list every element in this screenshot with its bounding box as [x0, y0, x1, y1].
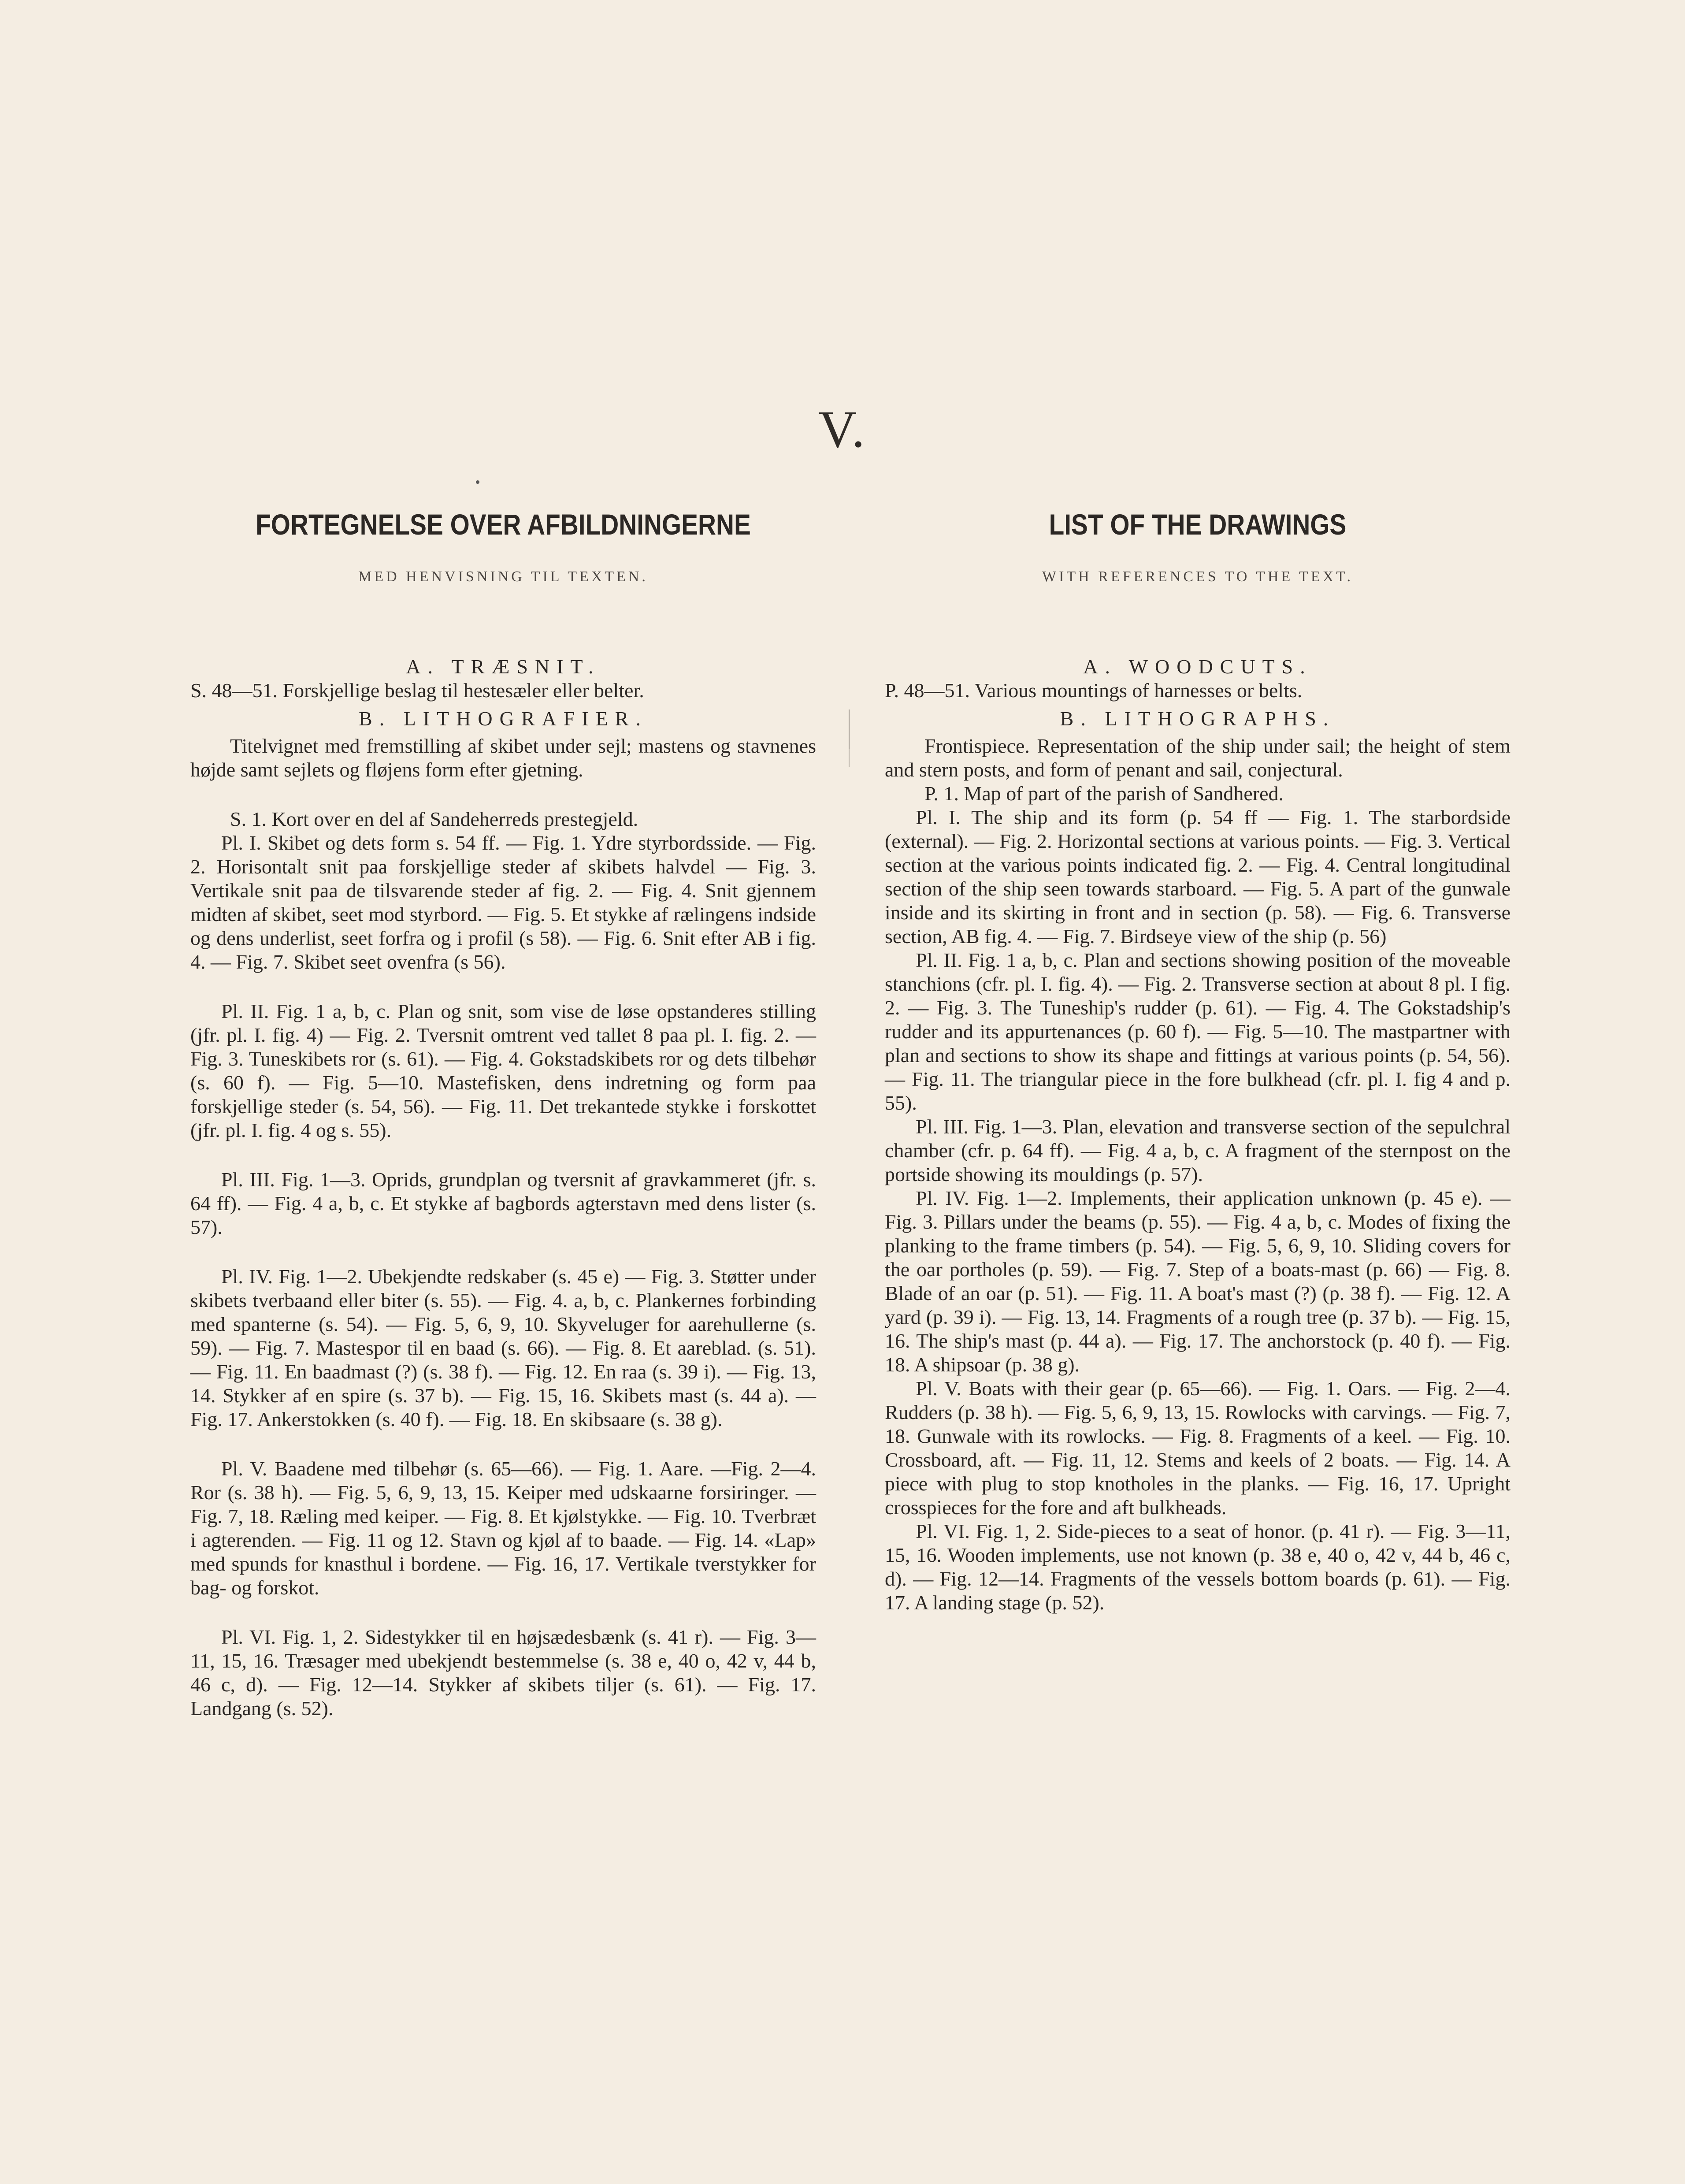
column-divider-faint	[849, 749, 850, 767]
right-title: LIST OF THE DRAWINGS	[1049, 508, 1347, 541]
right-plate-4: Pl. IV. Fig. 1—2. Implements, their application unknown (p. 45 e). — Fig. 3. Pillars under the beams (p. 55). — Fig. 4 a, b, c. Modes of fixing the planking to the frame timbers (p. 54). — Fig. 5, 6, 9, 10. Sliding covers for the oar portholes (p. 59). — Fig. 7. Step of a boats-mast (p. 66) — Fig. 8. Blade of an oar (p. 51). — Fig. 11. A boat's mast (?) (p. 38 f). — Fig. 12. A yard (p. 39 i). — Fig. 13, 14. Fragments of a rough tree (p. 37 b). — Fig. 15, 16. The ship's mast (p. 44 a). — Fig. 17. The anchorstock (p. 40 f). — Fig. 18. A shipsoar (p. 38 g).	[885, 1187, 1511, 1376]
right-section-a: A. WOODCUTS.	[1083, 655, 1312, 678]
right-a-entry: P. 48—51. Various mountings of harnesses or belts.	[885, 679, 1303, 702]
ink-dot	[476, 480, 479, 484]
page-numeral: V.	[818, 400, 867, 458]
left-subtitle: MED HENVISNING TIL TEXTEN.	[358, 568, 648, 585]
right-plate-6: Pl. VI. Fig. 1, 2. Side-pieces to a seat of honor. (p. 41 r). — Fig. 3—11, 15, 16. Wooden implements, use not known (p. 38 e, 40 o, 42 v, 44 b, 46 c, d). — Fig. 12—14. Fragments of the vessels bottom boards (p. 61). — Fig. 17. A landing stage (p. 52).	[885, 1520, 1511, 1614]
right-frontispiece: Frontispiece. Representation of the ship under sail; the height of stem and stern posts, and form of penant and sail, conjectural.	[885, 735, 1511, 781]
right-plate-1: Pl. I. The ship and its form (p. 54 ff — Fig. 1. The starbordside (external). — Fig. 2. Horizontal sections at various points. — Fig. 3. Vertical section at the various points indicated fig. 2. — Fig. 4. Central longitudinal section of the ship seen towards starboard. — Fig. 5. A part of the gunwale inside and its skirting in front and in section (p. 58). — Fig. 6. Transverse section, AB fig. 4. — Fig. 7. Birdseye view of the ship (p. 56)	[885, 806, 1511, 947]
right-subtitle: WITH REFERENCES TO THE TEXT.	[1042, 568, 1353, 585]
left-plate-1: Pl. I. Skibet og dets form s. 54 ff. — Fig. 1. Ydre styrbordsside. — Fig. 2. Horisontalt snit paa forskjellige steder af skibets halvdel — Fig. 3. Vertikale snit paa de tilsvarende steder af fig. 2. — Fig. 4. Snit gjennem midten af skibet, seet mod styrbord. — Fig. 5. Et stykke af rælingens indside og dens underlist, seet forfra og i profil (s 58). — Fig. 6. Snit efter AB i fig. 4. — Fig. 7. Skibet seet ovenfra (s 56).	[190, 832, 816, 973]
right-section-b: B. LITHOGRAPHS.	[1060, 707, 1336, 730]
left-plate-3: Pl. III. Fig. 1—3. Oprids, grundplan og tversnit af gravkammeret (jfr. s. 64 ff). — Fig. 4 a, b, c. Et stykke af bagbords agterstavn med dens lister (s. 57).	[190, 1168, 816, 1238]
left-section-b: B. LITHOGRAFIER.	[359, 707, 648, 730]
right-plate-2: Pl. II. Fig. 1 a, b, c. Plan and sections showing position of the moveable stanchions (cfr. pl. I. fig. 4). — Fig. 2. Transverse section at about 8 pl. I fig. 2. — Fig. 3. The Tuneship's rudder (p. 61). — Fig. 4. The Gokstadship's rudder and its appurtenances (p. 60 f). — Fig. 5—10. The mastpartner with plan and sections to show its shape and fittings at various points (p. 54, 56). — Fig. 11. The triangular piece in the fore bulkhead (cfr. pl. I. fig 4 and p. 55).	[885, 949, 1511, 1114]
right-plate-5: Pl. V. Boats with their gear (p. 65—66). — Fig. 1. Oars. — Fig. 2—4. Rudders (p. 38 h). — Fig. 5, 6, 9, 13, 15. Rowlocks with carvings. — Fig. 7, 18. Gunwale with its rowlocks. — Fig. 8. Fragments of a keel. — Fig. 10. Crossboard, aft. — Fig. 11, 12. Stems and keels of 2 boats. — Fig. 14. A piece with plug to stop knotholes in the planks. — Fig. 16, 17. Upright crosspieces for the fore and aft bulkheads.	[885, 1377, 1511, 1519]
right-plate-3: Pl. III. Fig. 1—3. Plan, elevation and transverse section of the sepulchral chamber (cfr. p. 64 ff). — Fig. 4 a, b, c. A fragment of the sternpost on the portside showing its mouldings (p. 57).	[885, 1115, 1511, 1185]
left-plate-6: Pl. VI. Fig. 1, 2. Sidestykker til en højsædesbænk (s. 41 r). — Fig. 3—11, 15, 16. Træsager med ubekjendt bestemmelse (s. 38 e, 40 o, 42 v, 44 b, 46 c, d). — Fig. 12—14. Stykker af skibets tiljer (s. 61). — Fig. 17. Landgang (s. 52).	[190, 1626, 816, 1720]
right-p1: P. 1. Map of part of the parish of Sandhered.	[924, 782, 1284, 805]
left-titelvignet: Titelvignet med fremstilling af skibet under sejl; mastens og stavnenes højde samt sejlets og fløjens form efter gjetning.	[190, 735, 816, 781]
norwegian-column	[190, 507, 816, 1720]
left-plate-5: Pl. V. Baadene med tilbehør (s. 65—66). — Fig. 1. Aare. —Fig. 2—4. Ror (s. 38 h). — Fig. 5, 6, 9, 13, 15. Keiper med udskaarne forsiringer. — Fig. 7, 18. Ræling med keiper. — Fig. 8. Et kjølstykke. — Fig. 10. Tverbræt i agterenden. — Fig. 11 og 12. Stavn og kjøl af to baade. — Fig. 14. «Lap» med spunds for knasthul i bordene. — Fig. 16, 17. Vertikale tverstykker for bag- og forskot.	[190, 1457, 816, 1599]
left-s1: S. 1. Kort over en del af Sandeherreds prestegjeld.	[230, 808, 638, 830]
left-plate-4: Pl. IV. Fig. 1—2. Ubekjendte redskaber (s. 45 e) — Fig. 3. Støtter under skibets tverbaand eller biter (s. 55). — Fig. 4. a, b, c. Plankernes forbinding med spanterne (s. 54). — Fig. 5, 6, 9, 10. Skyveluger for aarehullerne (s. 59). — Fig. 7. Mastespor til en baad (s. 66). — Fig. 8. Et aareblad. (s. 51). — Fig. 11. En baadmast (?) (s. 38 f). — Fig. 12. En raa (s. 39 i). — Fig. 13, 14. Stykker af en spire (s. 37 b). — Fig. 15, 16. Skibets mast (s. 44 a). — Fig. 17. Ankerstokken (s. 40 f). — Fig. 18. En skibsaare (s. 38 g).	[190, 1265, 816, 1430]
english-column	[885, 507, 1511, 1615]
left-plate-2: Pl. II. Fig. 1 a, b, c. Plan og snit, som vise de løse opstanderes stilling (jfr. pl. I. fig. 4) — Fig. 2. Tversnit omtrent ved tallet 8 paa pl. I. fig. 2. — Fig. 3. Tuneskibets ror (s. 61). — Fig. 4. Gokstadskibets ror og dets tilbehør (s. 60 f). — Fig. 5—10. Mastefisken, dens indretning og form paa forskjellige steder (s. 54, 56). — Fig. 11. Det trekantede stykke i forskottet (jfr. pl. I. fig. 4 og s. 55).	[190, 1000, 816, 1141]
column-divider	[849, 709, 850, 749]
left-title: FORTEGNELSE OVER AFBILDNINGERNE	[256, 508, 751, 541]
left-a-entry: S. 48—51. Forskjellige beslag til hestesæler eller belter.	[190, 679, 644, 702]
left-section-a: A. TRÆSNIT.	[406, 655, 601, 678]
